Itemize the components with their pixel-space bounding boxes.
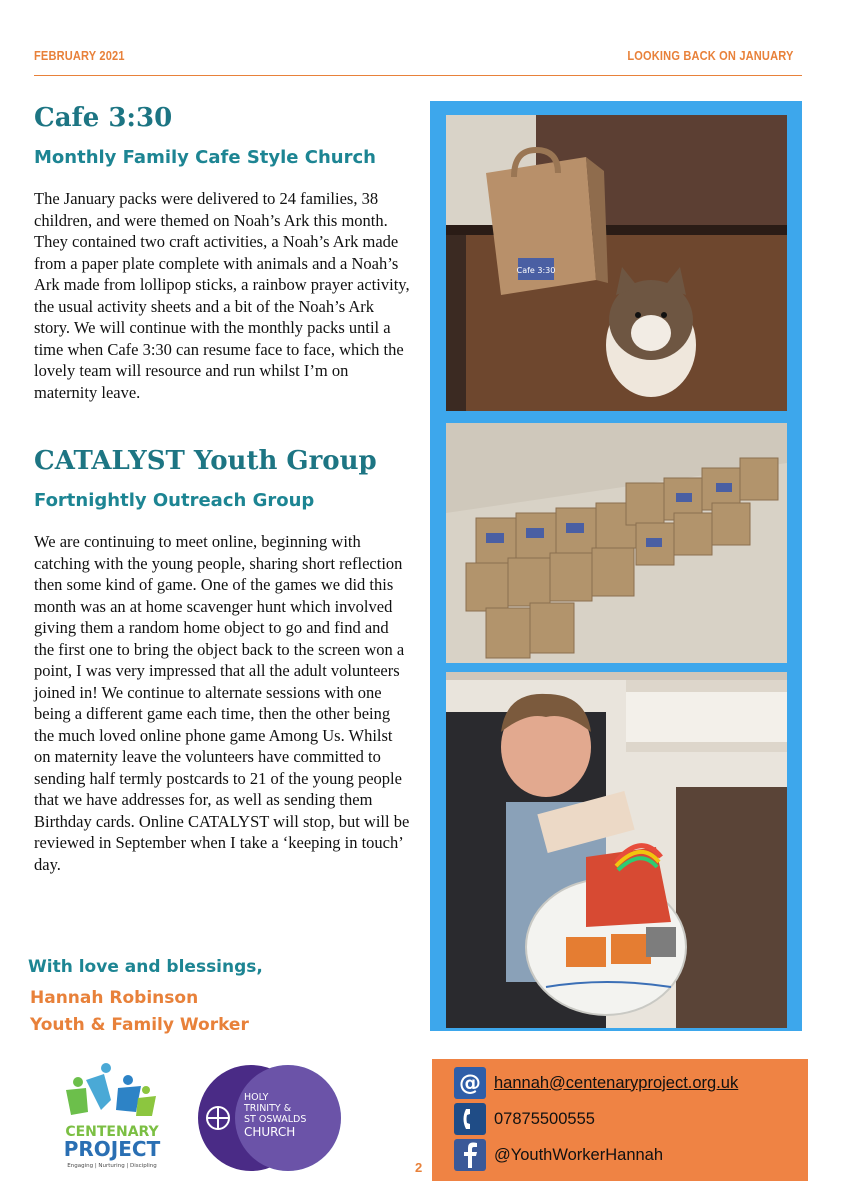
photo-packs-on-floor <box>446 423 787 663</box>
cafe-subtitle: Monthly Family Cafe Style Church <box>34 147 376 168</box>
phone-icon <box>454 1103 486 1135</box>
church-logo-word-3: ST OSWALDS <box>244 1114 307 1125</box>
centenary-logo-tagline: Engaging | Nurturing | Discipling <box>67 1163 157 1169</box>
photo-cat-with-bag <box>446 115 787 411</box>
catalyst-title: CATALYST Youth Group <box>34 446 377 476</box>
signoff-greeting: With love and blessings, <box>28 957 263 977</box>
email-icon: @ <box>454 1067 486 1099</box>
page-section-title: LOOKING BACK ON JANUARY <box>627 48 794 63</box>
page-number: 2 <box>415 1160 423 1175</box>
centenary-logo-word-1: CENTENARY <box>65 1124 159 1140</box>
signoff-name: Hannah Robinson <box>30 988 199 1008</box>
catalyst-body: We are continuing to meet online, beginning with catching with the young people, sharing short reflection then some kind of game. One of the games we did this month was an at home scavenger hunt which involved giving them a random home object to go and find and the first one to bring the object back to the screen won a point, I was very impressed that all the adult volunteers joined in! We continue to alternate sessions with one being a different game each time, then the other being the much loved online phone game Among Us. Whilst on maternity leave the volunteers have committed to sending half termly postcards to 21 of the young people that we have addresses for, as well as sending them Birthday cards. Online CATALYST will stop, but will be reviewed in September when I take a ‘keeping in touch’ day. <box>34 532 410 874</box>
contact-phone[interactable]: 07875500555 <box>494 1109 595 1128</box>
church-logo-word-4: CHURCH <box>244 1125 296 1139</box>
centenary-logo-word-2: PROJECT <box>63 1137 161 1161</box>
contact-phone-row[interactable] <box>454 1103 595 1135</box>
cafe-title: Cafe 3:30 <box>34 103 173 133</box>
contact-facebook-row[interactable] <box>454 1139 663 1171</box>
contact-email-row[interactable] <box>454 1067 738 1099</box>
church-logo-word-2: TRINITY & <box>244 1103 292 1114</box>
signoff-role: Youth & Family Worker <box>30 1015 249 1035</box>
facebook-icon <box>454 1139 486 1171</box>
contact-box <box>432 1059 808 1181</box>
photo-child-with-craft <box>446 672 787 1028</box>
centenary-project-logo <box>56 1060 168 1178</box>
photo-frame <box>430 101 802 1031</box>
photo-bag-label-text: Cafe 3:30 <box>516 266 556 275</box>
catalyst-subtitle: Fortnightly Outreach Group <box>34 490 315 511</box>
church-logo-word-1: HOLY <box>244 1092 269 1103</box>
holy-trinity-st-oswalds-logo <box>196 1063 346 1173</box>
cafe-body: The January packs were delivered to 24 families, 38 children, and were themed on Noah’s Ark this month. They contained two craft activities, a Noah’s Ark made from a paper plate complete with animals and a Noah’s Ark made from lollipop sticks, a rainbow prayer activity, the usual activity sheets and a bit of the Noah’s Ark story. We will continue with the monthly packs until a time when Cafe 3:30 can resume face to face, which the lovely team will resource and run whilst I’m on maternity leave. <box>34 189 410 402</box>
header-divider <box>34 75 802 76</box>
contact-facebook[interactable]: @YouthWorkerHannah <box>494 1145 664 1164</box>
newsletter-date: FEBRUARY 2021 <box>34 48 125 63</box>
contact-email[interactable]: hannah@centenaryproject.org.uk <box>494 1073 739 1092</box>
